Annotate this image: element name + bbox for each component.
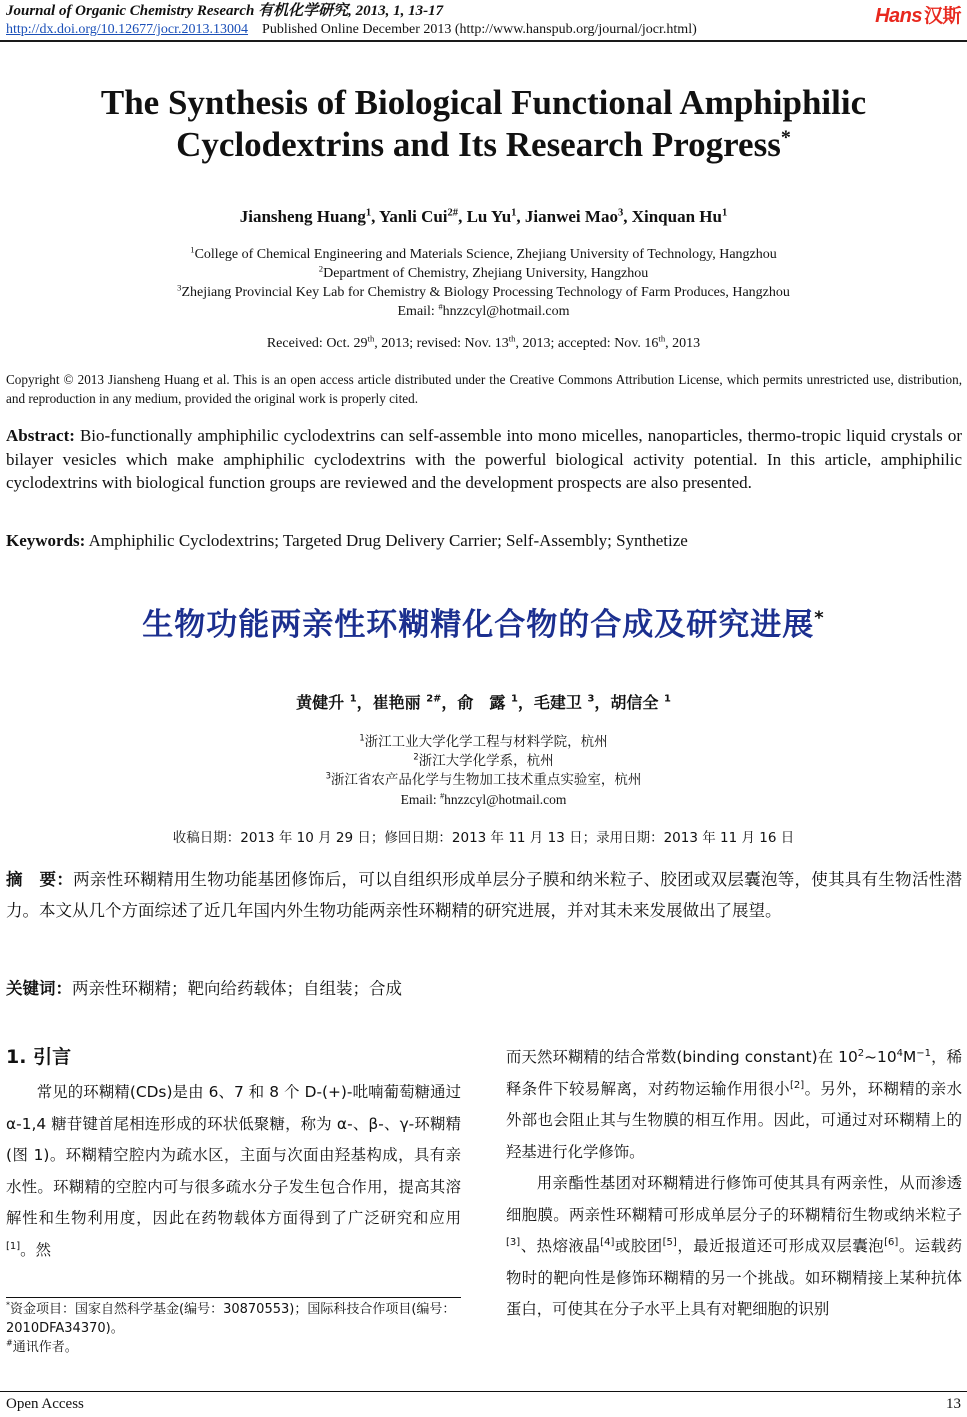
body-column-left — [6, 1042, 461, 1266]
body-paragraph: 常见的环糊精(CDs)是由 6、7 和 8 个 D-(+)-吡喃葡萄糖通过 α-1,4 糖苷键首尾相连形成的环状低聚糖，称为 α-、β-、γ-环糊精(图 1)。环糊精空腔内为疏水区，主面与次面由羟基构成，具有亲水性。环糊精的空腔内可与很多疏水分子发生包合作用，提高其溶解性和生物利用度，因此在药物载体方面得到了广泛研究和应用[1]。然 — [6, 1083, 461, 1259]
english-keywords: Keywords: Amphiphilic Cyclodextrins; Targeted Drug Delivery Carrier; Self-Assembly; Synthetize — [6, 531, 688, 550]
abstract-label: Abstract: — [6, 426, 75, 445]
author-name: Jiansheng Huang$^1$, — [239, 207, 380, 226]
english-authors — [0, 207, 967, 227]
affiliation-line: $^1$College of Chemical Engineering and Materials Science, Zhejiang University of Technology, Hangzhou — [190, 244, 777, 262]
english-dates: Received: Oct. 29th, 2013; revised: Nov. 13th, 2013; accepted: Nov. 16th, 2013 — [266, 333, 701, 351]
publisher-logo: Hans 汉斯 — [875, 5, 961, 27]
body-paragraph: 而天然环糊精的结合常数(binding constant)在 $10^2\sim 10^4M^{-1}$，稀释条件下较易解离，对药物运输作用很小[2]。另外，环糊精的亲水外部也会阻止其与生物膜的相互作用。因此，可通过对环糊精上的羟基进行化学修饰。 — [506, 1047, 962, 1161]
footnotes — [6, 1300, 461, 1357]
journal-citation: Journal of Organic Chemistry Research 有机化学研究, 2013, 1, 13-17 — [6, 3, 444, 19]
author-name: Yanli Cui$^{2\#}$, — [379, 207, 467, 226]
body-column-right — [506, 1042, 962, 1326]
affiliation-line: $^3$浙江省农产品化学与生物加工技术重点实验室，杭州 — [325, 770, 642, 788]
affiliation-line: $^1$浙江工业大学化学工程与材料学院，杭州 — [359, 732, 608, 750]
author-name: Lu Yu$^1$, — [466, 207, 525, 226]
chinese-abstract: 摘 要：两亲性环糊精用生物功能基团修饰后，可以自组织形成单层分子膜和纳米粒子、胶团或双层囊泡等，使其具有生物活性潜力。本文从几个方面综述了近几年国内外生物功能两亲性环糊精的研究进展，并对其未来发展做出了展望。 — [6, 870, 963, 920]
title-footnote-mark: * — [780, 126, 791, 149]
english-affiliations — [0, 245, 967, 321]
open-access-label: Open Access — [6, 1396, 84, 1412]
page-number: 13 — [946, 1396, 961, 1412]
section-heading: 1. 引言 — [6, 1046, 72, 1068]
email-link[interactable]: hnzzcyl@hotmail.com — [442, 304, 570, 319]
doi-link[interactable]: http://dx.doi.org/10.12677/jocr.2013.13004 — [6, 22, 249, 37]
footnote-funding: *资金项目：国家自然科学基金(编号：30870553)；国际科技合作项目(编号：2010DFA34370)。 — [6, 1300, 456, 1336]
chinese-keywords: 关键词：两亲性环糊精；靶向给药载体；自组装；合成 — [6, 979, 402, 998]
chinese-affiliations — [0, 733, 967, 809]
footnote-divider — [6, 1297, 461, 1298]
copyright-notice: Copyright © 2013 Jiansheng Huang et al. This is an open access article distributed under the Creative Commons Attribution License, which permits unrestricted use, distribution, and reproduction in any medium, provided the original work is properly cited. — [6, 372, 962, 406]
chinese-email: Email: #hnzzcyl@hotmail.com — [400, 791, 567, 807]
published-online: Published Online December 2013 (http://www.hanspub.org/journal/jocr.html) — [262, 22, 697, 37]
footer-divider — [0, 1391, 967, 1392]
author-name: Jianwei Mao$^3$, — [524, 207, 632, 226]
footnote-corresponding: #通讯作者。 — [6, 1338, 78, 1355]
author-name: 黄健升 $^1$， — [296, 693, 373, 712]
keywords-label: Keywords: — [6, 531, 86, 550]
author-name: 崔艳丽 $^{2\#}$， — [372, 693, 458, 712]
author-name: 胡信全 $^1$ — [610, 693, 671, 712]
chinese-dates: 收稿日期：2013 年 10 月 29 日；修回日期：2013 年 11 月 13 日；录用日期：2013 年 11 月 16 日 — [172, 830, 795, 846]
header-divider — [0, 40, 967, 42]
author-name: 毛建卫 $^3$， — [533, 693, 611, 712]
chinese-title: 生物功能两亲性环糊精化合物的合成及研究进展* — [142, 607, 825, 643]
author-name: Xinquan Hu$^1$ — [631, 207, 728, 226]
author-name: 俞 露 $^1$， — [457, 693, 534, 712]
english-email: Email: #hnzzcyl@hotmail.com — [397, 301, 570, 319]
journal-header — [6, 2, 961, 39]
chinese-authors — [0, 690, 967, 713]
affiliation-line: $^2$Department of Chemistry, Zhejiang University, Hangzhou — [318, 263, 649, 281]
english-abstract: Abstract: Bio-functionally amphiphilic cyclodextrins can self-assemble into mono micelles, nanoparticles, thermo-tropic liquid crystals or bilayer vesicles which make amphiphilic cyclodextrins with the powerful biological activity potential. In this article, amphiphilic cyclodextrins with biological function groups are reviewed and the development prospects are also presented. — [6, 426, 962, 492]
affiliation-line: $^3$Zhejiang Provincial Key Lab for Chemistry & Biology Processing Technology of Farm Produces, Hangzhou — [177, 282, 790, 300]
affiliation-line: $^2$浙江大学化学系，杭州 — [413, 751, 554, 769]
english-title: The Synthesis of Biological Functional Amphiphilic Cyclodextrins and Its Research Progress* — [100, 83, 867, 164]
body-paragraph: 用亲酯性基团对环糊精进行修饰可使其具有两亲性，从而渗透细胞膜。两亲性环糊精可形成单层分子的环糊精衍生物或纳米粒子[3]、热熔液晶[4]或胶团[5]，最近报道还可形成双层囊泡[6]。运载药物时的靶向性是修饰环糊精的另一个挑战。如环糊精接上某种抗体蛋白，可使其在分子水平上具有对靶细胞的识别 — [506, 1174, 962, 1318]
journal-doi-line — [6, 21, 961, 39]
